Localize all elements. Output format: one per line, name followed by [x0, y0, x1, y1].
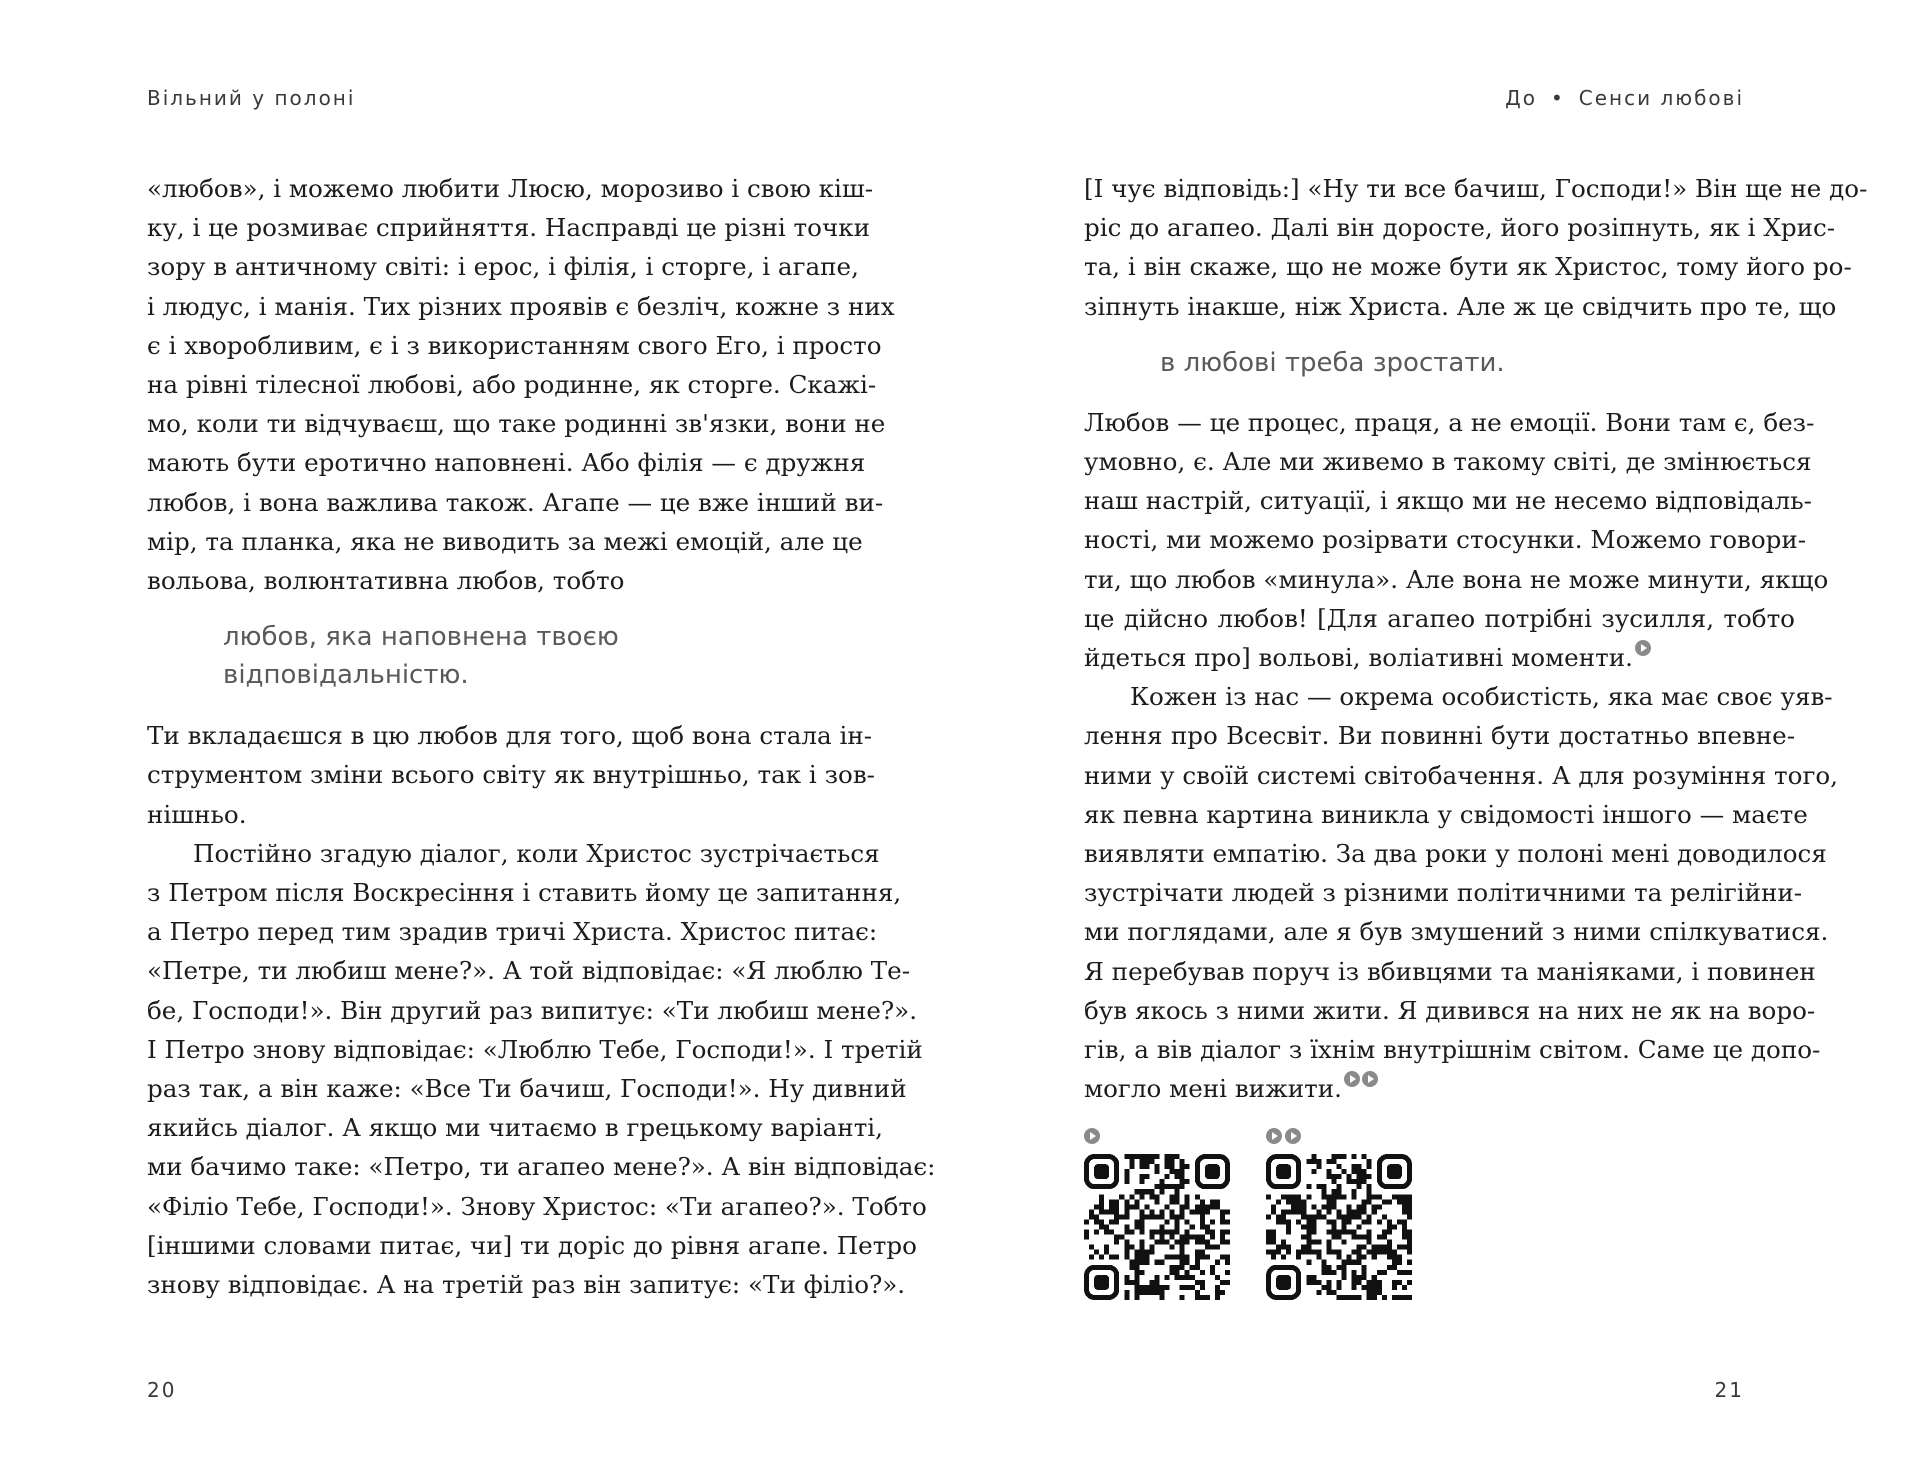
- qr-block-audio-1: [1084, 1128, 1230, 1300]
- qr-code-icon[interactable]: [1266, 1154, 1412, 1300]
- play-marker-icon[interactable]: [1344, 1071, 1360, 1087]
- text-line: мають бути еротично наповнені. Або філія — є дружня: [147, 448, 866, 478]
- text-line: виявляти емпатію. За два роки у полоні мені доводилося: [1084, 839, 1827, 869]
- text-line: любов, і вона важлива також. Агапе — це вже інший ви-: [147, 487, 884, 517]
- right-paragraph-3: [1084, 677, 1838, 1108]
- text-line: лення про Всесвіт. Ви повинні бути достатньо впевне-: [1084, 721, 1795, 751]
- text-line: гів, а вів діалог з їхнім внутрішнім світом. Саме це допо-: [1084, 1035, 1821, 1065]
- bullet-separator-icon: •: [1550, 86, 1565, 110]
- text-line: умовно, є. Але ми живемо в такому світі, де змінюється: [1084, 447, 1812, 477]
- text-line: вольова, волюнтативна любов, тобто: [147, 566, 625, 596]
- text-line: ку, і це розмиває сприйняття. Насправді це різні точки: [147, 213, 870, 243]
- right-page-number: 21: [1714, 1378, 1744, 1402]
- text-line: зіпнуть інакше, ніж Христа. Але ж це свідчить про те, що: [1084, 291, 1837, 321]
- text-line: це дійсно любов! [Для агапео потрібні зусилля, тобто: [1084, 603, 1795, 633]
- text-line: як певна картина виникла у свідомості іншого — маєте: [1084, 799, 1808, 829]
- text-line: зустрічати людей з різними політичними та релігійни-: [1084, 878, 1803, 908]
- text-line: «любов», і можемо любити Люсю, морозиво і свою кіш-: [147, 174, 874, 203]
- right-paragraph-2: [1084, 403, 1829, 677]
- text-line: ти, що любов «минула». Але вона не може минути, якщо: [1084, 564, 1829, 594]
- play-marker-icon: [1266, 1128, 1282, 1144]
- qr-label-marks: [1084, 1128, 1230, 1150]
- text-line: могло мені вижити.: [1084, 1074, 1342, 1104]
- left-page-number: 20: [147, 1378, 177, 1402]
- text-line: [іншими словами питає, чи] ти доріс до рівня агапе. Петро: [147, 1230, 917, 1260]
- text-line: «Петре, ти любиш мене?». А той відповідає: «Я люблю Те-: [147, 956, 911, 986]
- text-line: Любов — це процес, праця, а не емоції. Вони там є, без-: [1084, 407, 1815, 437]
- left-running-head: Вільний у полоні: [147, 86, 356, 110]
- right-running-head: [1505, 86, 1744, 110]
- text-line: нішньо.: [147, 799, 247, 829]
- qr-label-marks: [1266, 1128, 1412, 1150]
- text-line: був якось з ними жити. Я дивився на них не як на воро-: [1084, 995, 1816, 1025]
- play-marker-icon: [1285, 1128, 1301, 1144]
- pull-quote-line: любов, яка наповнена твоєю: [223, 622, 619, 653]
- running-head-part: До: [1505, 86, 1537, 110]
- right-paragraph-1: [1084, 169, 1868, 326]
- running-head-title: Сенси любові: [1578, 86, 1744, 110]
- text-line: бе, Господи!». Він другий раз випитує: «Ти любиш мене?».: [147, 995, 918, 1025]
- text-line: є і хворобливим, є і з використанням свого Его, і просто: [147, 330, 882, 360]
- text-line: та, і він скаже, що не може бути як Христос, тому його ро-: [1084, 252, 1852, 282]
- text-line: зору в античному світі: і ерос, і філія, і сторге, і агапе,: [147, 252, 859, 282]
- text-line: ності, ми можемо розірвати стосунки. Можемо говори-: [1084, 525, 1807, 555]
- qr-block-audio-2: [1266, 1128, 1412, 1300]
- text-line: і людус, і манія. Тих різних проявів є безліч, кожне з них: [147, 291, 895, 321]
- text-line: Ти вкладаєшся в цю любов для того, щоб вона стала ін-: [147, 721, 873, 751]
- text-line: а Петро перед тим зрадив тричі Христа. Христос питає:: [147, 917, 878, 947]
- play-marker-icon: [1084, 1128, 1100, 1144]
- left-paragraph-1: [147, 169, 895, 600]
- text-line: на рівні тілесної любові, або родинне, як сторге. Скажі-: [147, 370, 877, 400]
- left-paragraph-2: [147, 716, 875, 834]
- text-line: ними у своїй системі світобачення. А для розуміння того,: [1084, 760, 1838, 790]
- text-line: ми бачимо таке: «Петро, ти агапео мене?». А він відповідає:: [147, 1152, 936, 1182]
- text-line: раз так, а він каже: «Все Ти бачиш, Господи!». Ну дивний: [147, 1074, 907, 1104]
- text-line: наш настрій, ситуації, і якщо ми не несемо відповідаль-: [1084, 486, 1812, 516]
- text-line: Постійно згадую діалог, коли Христос зустрічається: [193, 838, 880, 868]
- left-paragraph-3: [147, 834, 936, 1304]
- left-pull-quote: [223, 618, 855, 694]
- play-marker-icon[interactable]: [1635, 640, 1651, 656]
- text-line: мір, та планка, яка не виводить за межі емоцій, але це: [147, 526, 863, 556]
- right-body-text: [1084, 169, 1868, 1108]
- text-line: [І чує відповідь:] «Ну ти все бачиш, Господи!» Він ще не до-: [1084, 174, 1868, 203]
- text-line: мо, коли ти відчуваєш, що таке родинні зв'язки, вони не: [147, 409, 886, 439]
- text-line: ріс до агапео. Далі він доросте, його розіпнуть, як і Хрис-: [1084, 213, 1836, 243]
- play-marker-icon[interactable]: [1362, 1071, 1378, 1087]
- pull-quote-line: відповідальністю.: [223, 660, 469, 691]
- text-line: «Філіо Тебе, Господи!». Знову Христос: «Ти агапео?». Тобто: [147, 1191, 927, 1221]
- text-line: йдеться про] вольові, воліативні моменти.: [1084, 643, 1633, 673]
- left-body-text: [147, 169, 936, 1304]
- text-line: знову відповідає. А на третій раз він запитує: «Ти філіо?».: [147, 1270, 906, 1300]
- text-line: якийсь діалог. А якщо ми читаємо в грецькому варіанті,: [147, 1113, 883, 1143]
- right-pull-quote: в любові треба зростати.: [1160, 347, 1505, 378]
- text-line: Я перебував поруч із вбивцями та маніяками, і повинен: [1084, 956, 1816, 986]
- right-page: [960, 0, 1920, 1477]
- text-line: з Петром після Воскресіння і ставить йому це запитання,: [147, 878, 902, 908]
- text-line: ми поглядами, але я був змушений з ними спілкуватися.: [1084, 917, 1829, 947]
- qr-code-icon[interactable]: [1084, 1154, 1230, 1300]
- text-line-with-marker: [1084, 1069, 1795, 1108]
- text-line-with-marker: [1084, 638, 1795, 677]
- text-line: струментом зміни всього світу як внутрішньо, так і зов-: [147, 760, 875, 790]
- text-line: І Петро знову відповідає: «Люблю Тебе, Господи!». І третій: [147, 1034, 923, 1064]
- text-line: Кожен із нас — окрема особистість, яка має своє уяв-: [1130, 682, 1833, 712]
